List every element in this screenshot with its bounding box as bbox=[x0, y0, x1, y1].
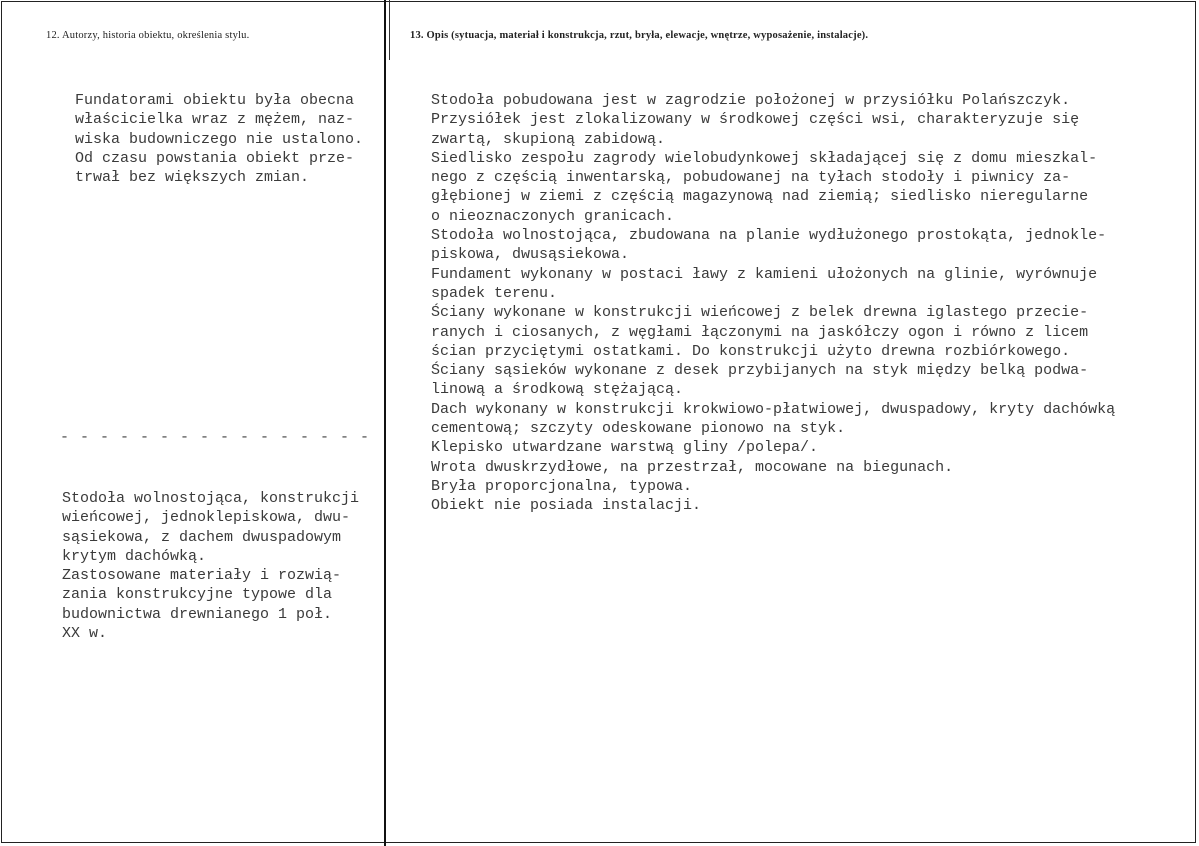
text-line: zwartą, skupioną zabidową. bbox=[431, 130, 666, 148]
text-line: sąsiekowa, z dachem dwuspadowym bbox=[62, 528, 342, 546]
text-line: wieńcowej, jednoklepiskowa, dwu- bbox=[62, 509, 351, 527]
text-line: budownictwa drewnianego 1 poł. bbox=[62, 605, 333, 623]
text-line: Stodoła wolnostojąca, konstrukcji bbox=[62, 490, 360, 507]
text-line: Klepisko utwardzane warstwą gliny /polepa/. bbox=[431, 439, 819, 457]
text-line: Dach wykonany w konstrukcji krokwiowo-płatwiowej, dwuspadowy, kryty dachówką bbox=[431, 400, 1116, 418]
text-line: Fundament wykonany w postaci ławy z kamieni ułożonych na glinie, wyrównuje bbox=[431, 265, 1098, 283]
text-line: XX w. bbox=[62, 625, 108, 643]
text-line: Od czasu powstania obiekt prze- bbox=[75, 149, 355, 167]
text-line: Fundatorami obiektu była obecna bbox=[75, 92, 355, 109]
section-separator: - - - - - - - - - - - - - - - - bbox=[60, 429, 371, 446]
text-line: Siedlisko zespołu zagrody wielobudynkowej składającej się z domu mieszkal- bbox=[431, 149, 1098, 167]
text-line: cementową; szczyty odeskowane pionowo na styk. bbox=[431, 420, 846, 438]
text-line: spadek terenu. bbox=[431, 284, 558, 302]
authors-history-text bbox=[75, 91, 363, 187]
style-summary-text bbox=[62, 489, 359, 643]
text-line: o nieoznaczonych granicach. bbox=[431, 207, 675, 225]
section-13-header: 13. Opis (sytuacja, materiał i konstrukcja, rzut, bryła, elewacje, wnętrze, wyposażenie, instalacje). bbox=[410, 30, 869, 41]
text-line: Wrota dwuskrzydłowe, na przestrzał, mocowane na biegunach. bbox=[431, 458, 954, 476]
header-divider bbox=[389, 0, 390, 60]
text-line: linową a środkową stężającą. bbox=[431, 381, 684, 399]
description-text bbox=[431, 91, 1115, 516]
text-line: nego z częścią inwentarską, pobudowanej na tyłach stodoły i piwnicy za- bbox=[431, 169, 1071, 187]
text-line: Stodoła wolnostojąca, zbudowana na planie wydłużonego prostokąta, jednokle- bbox=[431, 227, 1107, 245]
text-line: trwał bez większych zmian. bbox=[75, 169, 310, 187]
text-line: krytym dachówką. bbox=[62, 547, 207, 565]
text-line: zania konstrukcyjne typowe dla bbox=[62, 586, 333, 604]
text-line: Stodoła pobudowana jest w zagrodzie położonej w przysiółku Polańszczyk. bbox=[431, 92, 1071, 109]
section-12-header: 12. Autorzy, historia obiektu, określenia stylu. bbox=[46, 30, 250, 41]
text-line: Przysiółek jest zlokalizowany w środkowej części wsi, charakteryzuje się bbox=[431, 111, 1080, 129]
text-line: głębionej w ziemi z częścią magazynową nad ziemią; siedlisko nieregularne bbox=[431, 188, 1089, 206]
text-line: Ściany sąsieków wykonane z desek przybijanych na styk między belką podwa- bbox=[431, 362, 1089, 380]
text-line: Obiekt nie posiada instalacji. bbox=[431, 497, 702, 515]
text-line: wiska budowniczego nie ustalono. bbox=[75, 130, 364, 148]
text-line: Bryła proporcjonalna, typowa. bbox=[431, 477, 693, 495]
column-divider bbox=[384, 0, 386, 846]
text-line: ranych i ciosanych, z węgłami łączonymi na jaskółczy ogon i równo z licem bbox=[431, 323, 1089, 341]
text-line: ścian przyciętymi ostatkami. Do konstrukcji użyto drewna rozbiórkowego. bbox=[431, 342, 1071, 360]
text-line: Ściany wykonane w konstrukcji wieńcowej z belek drewna iglastego przecie- bbox=[431, 304, 1089, 322]
text-line: Zastosowane materiały i rozwią- bbox=[62, 567, 342, 585]
text-line: piskowa, dwusąsiekowa. bbox=[431, 246, 630, 264]
text-line: właścicielka wraz z mężem, naz- bbox=[75, 111, 355, 129]
